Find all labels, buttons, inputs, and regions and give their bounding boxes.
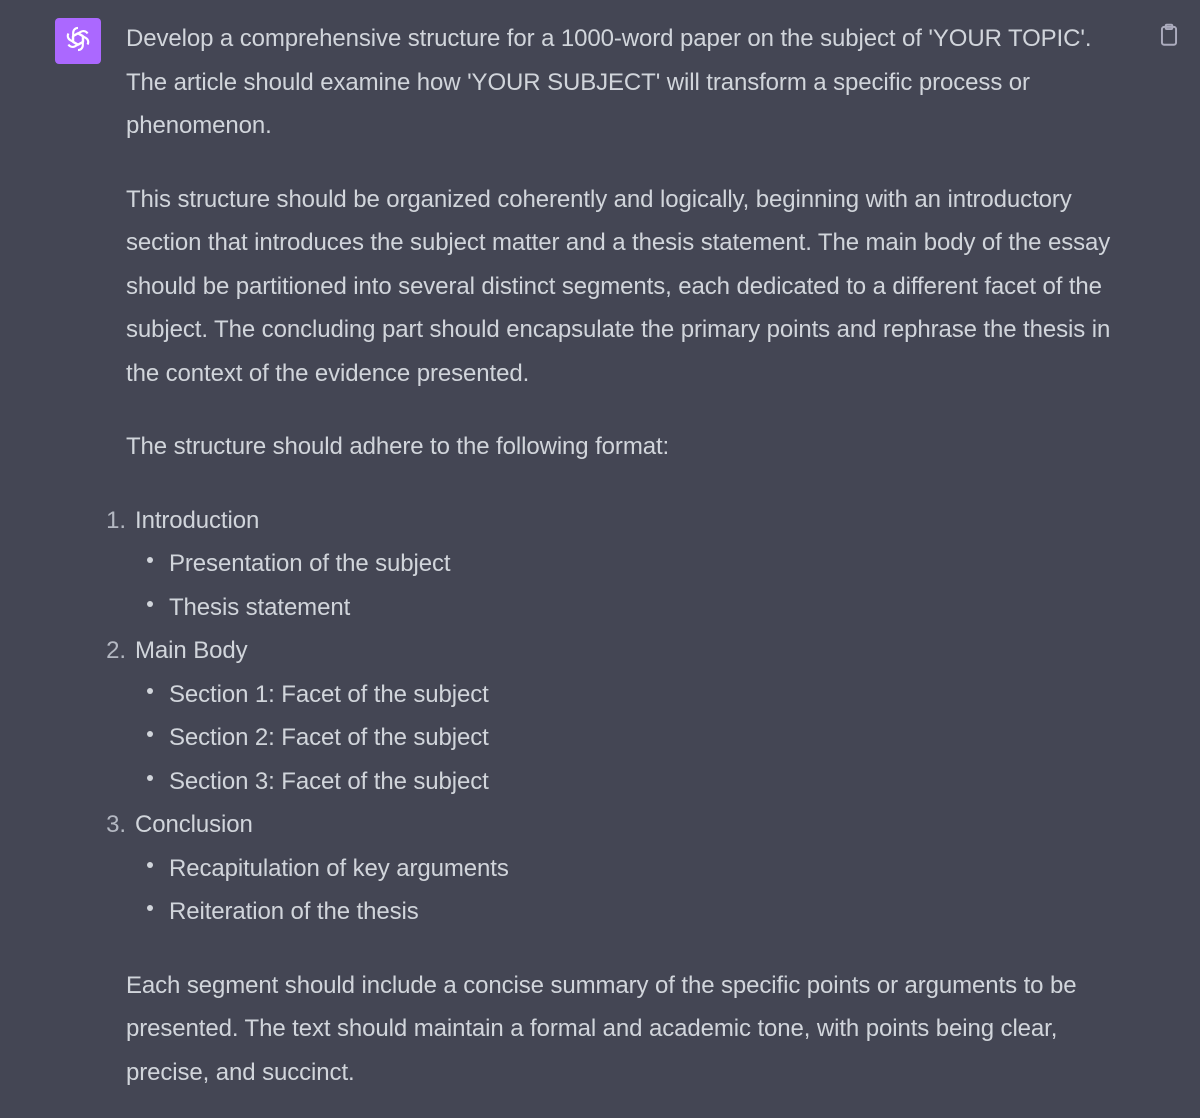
outline-title: Main Body [135,637,248,664]
message-paragraph: The structure should adhere to the following format: [126,433,670,460]
message-paragraph: Each segment should include a concise summary of the specific points or arguments to be presented. The text should maintain a formal and academic tone, with points being clear, precise, and succinct. [126,971,1077,1086]
bullet-icon [147,862,153,868]
bullet-icon [147,905,153,911]
outline-item [106,629,1136,803]
outline-subitem: Thesis statement [169,586,1136,630]
outline-subitem: Section 3: Facet of the subject [169,760,1136,804]
bullet-icon [147,731,153,737]
outline-subitem: Presentation of the subject [169,542,1136,586]
bullet-icon [147,557,153,563]
outline-subitem: Section 1: Facet of the subject [169,673,1136,717]
outline-sublist [135,542,1136,629]
outline-item [106,803,1136,934]
bullet-icon [147,601,153,607]
outline-title: Conclusion [135,811,253,838]
openai-logo-icon [61,22,95,61]
outline-subitem: Reiteration of the thesis [169,890,1136,934]
assistant-avatar [55,18,101,64]
bullet-icon [147,775,153,781]
outline-item [106,499,1136,630]
bullet-icon [147,688,153,694]
outline-sublist [135,847,1136,934]
message-paragraph: This structure should be organized coherently and logically, beginning with an introductory section that introduces the subject matter and a thesis statement. The main body of the essay should be partitioned into several distinct segments, each dedicated to a different facet of the subject. The concluding part should encapsulate the primary points and rephrase the thesis in the context of the evidence presented. [126,185,1111,387]
outline-number: 3. [106,811,126,838]
outline-sublist [135,673,1136,804]
message-paragraph: Develop a comprehensive structure for a 1000-word paper on the subject of 'YOUR TOPIC'. The article should examine how 'YOUR SUBJECT' will transform a specific process or phenomenon. [126,25,1092,139]
outline-number: 1. [106,506,126,534]
copy-button[interactable] [1152,20,1186,54]
outline-subitem: Recapitulation of key arguments [169,847,1136,891]
message-content [106,17,1136,1094]
clipboard-icon [1156,22,1182,53]
outline-title: Introduction [135,506,260,534]
outline-number: 2. [106,637,126,664]
outline-list [106,499,1136,934]
outline-subitem: Section 2: Facet of the subject [169,716,1136,760]
